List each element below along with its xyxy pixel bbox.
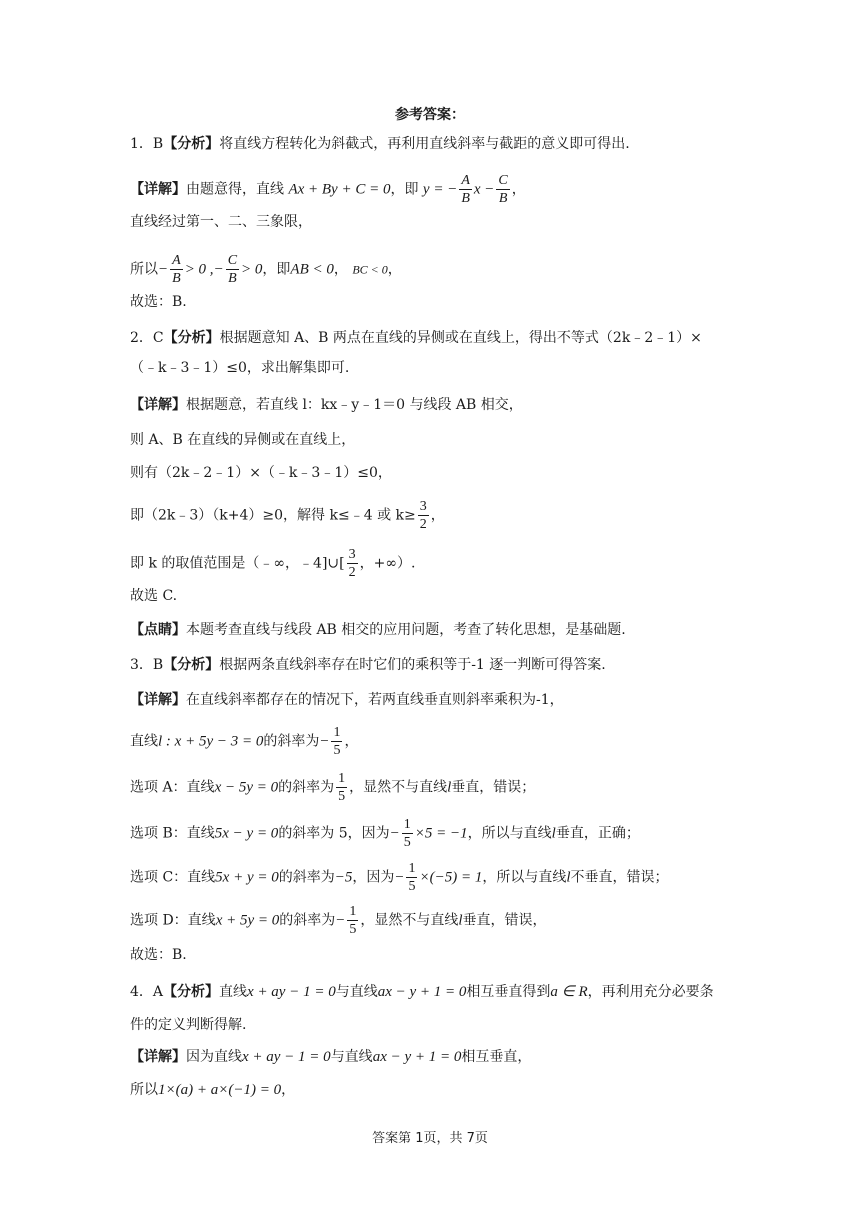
q3-detail: 【详解】在直线斜率都存在的情况下，若两直线垂直则斜率乘积为-1， <box>130 692 564 708</box>
q3-option-d: 选项 D：直线x + 5y = 0的斜率为− $\frac{1}{5}$ ，显然不与直线l垂直，错误， <box>130 904 547 937</box>
q4-analysis: 4．A【分析】直线x + ay − 1 = 0与直线ax − y + 1 = 0相互垂直得到a ∈ R，再利用充分必要条 <box>130 984 714 1000</box>
q1-choice: 故选：B. <box>130 294 187 310</box>
q2-comment: 【点睛】本题考查直线与线段 AB 相交的应用问题，考查了转化思想，是基础题. <box>130 622 626 638</box>
q2-analysis: 2．C【分析】根据题意知 A、B 两点在直线的异侧或在直线上，得出不等式（2k﹣2﹣1）× <box>130 330 702 346</box>
q3-line3: 直线l : x + 5y − 3 = 0的斜率为− $\frac{1}{5}$ ， <box>130 725 359 758</box>
fraction: $\frac{1}{5}$ <box>408 861 416 894</box>
page-footer: 答案第 1页，共 7页 <box>372 1131 488 1146</box>
fraction: $\frac{A}{B}$ <box>172 253 181 286</box>
q4-detail: 【详解】因为直线x + ay − 1 = 0与直线ax − y + 1 = 0相互垂直， <box>130 1049 532 1065</box>
q1-line4: 所以− $\frac{A}{B}$ > 0 ,− $\frac{C}{B}$ > 0，即AB < 0， BC < 0， <box>130 253 402 286</box>
q3-option-c: 选项 C：直线5x + y = 0的斜率为−5，因为− $\frac{1}{5}$ ×(−5) = 1，所以与直线l不垂直，错误； <box>130 861 669 894</box>
q3-analysis: 3．B【分析】根据两条直线斜率存在时它们的乘积等于-1 逐一判断可得答案. <box>130 657 606 673</box>
q2-line4: 则 A、B 在直线的异侧或在直线上， <box>130 432 356 448</box>
q3-choice: 故选：B. <box>130 947 187 963</box>
fraction: $\frac{3}{2}$ <box>419 499 427 532</box>
q3-option-b: 选项 B：直线5x − y = 0的斜率为 5，因为− $\frac{1}{5}$ ×5 = −1，所以与直线l垂直，正确； <box>130 817 640 850</box>
fraction: $\frac{1}{5}$ <box>333 725 341 758</box>
q2-detail: 【详解】根据题意，若直线 l：kx﹣y﹣1＝0 与线段 AB 相交， <box>130 397 523 413</box>
q2-line6: 即（2k﹣3）（k+4）≥0，解得 k≤﹣4 或 k≥ $\frac{3}{2}$ ， <box>130 499 445 532</box>
page-title: 参考答案： <box>395 107 465 123</box>
q2-choice: 故选 C. <box>130 588 178 604</box>
q4-analysis-cont: 件的定义判断得解. <box>130 1017 247 1033</box>
q2-analysis-cont: （﹣k﹣3﹣1）≤0，求出解集即可. <box>130 360 350 376</box>
fraction: $\frac{C}{B}$ <box>498 173 508 206</box>
q1-detail: 【详解】由题意得，直线 Ax + By + C = 0，即 y = − $\frac{A}{B}$ x − $\frac{C}{B}$ ， <box>130 173 526 206</box>
fraction: $\frac{A}{B}$ <box>461 173 470 206</box>
fraction: $\frac{1}{5}$ <box>349 904 357 937</box>
q2-line5: 则有（2k﹣2﹣1）×（﹣k﹣3﹣1）≤0， <box>130 465 392 481</box>
q1-analysis: 1．B【分析】将直线方程转化为斜截式，再利用直线斜率与截距的意义即可得出. <box>130 136 630 152</box>
q2-line7: 即 k 的取值范围是（﹣∞，﹣4]∪[ $\frac{3}{2}$ ，+∞）. <box>130 547 416 580</box>
fraction: $\frac{1}{5}$ <box>403 817 411 850</box>
fraction: $\frac{3}{2}$ <box>348 547 356 580</box>
q1-line3: 直线经过第一、二、三象限， <box>130 214 312 230</box>
q4-line4: 所以1×(a) + a×(−1) = 0， <box>130 1082 296 1098</box>
fraction: $\frac{1}{5}$ <box>338 771 346 804</box>
fraction: $\frac{C}{B}$ <box>227 253 238 286</box>
q3-option-a: 选项 A：直线x − 5y = 0的斜率为 $\frac{1}{5}$ ，显然不与直线l垂直，错误； <box>130 771 536 804</box>
